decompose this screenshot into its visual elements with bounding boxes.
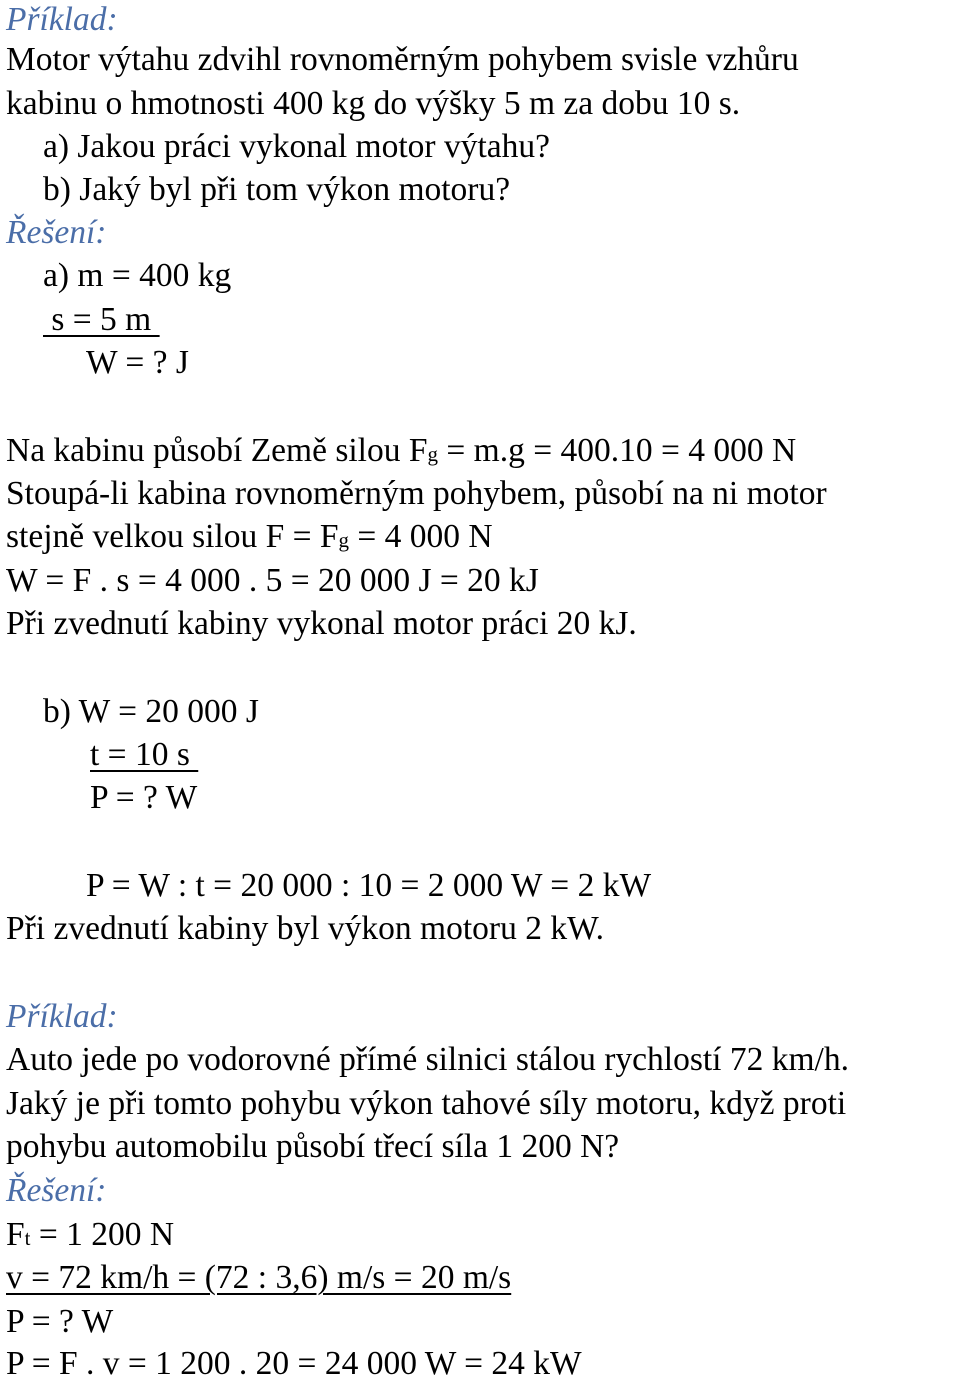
given-time: t = 10 s	[90, 736, 199, 773]
unknown-power: P = ? W	[90, 779, 198, 816]
answer-b: Při zvednutí kabiny byl výkon motoru 2 kW.	[6, 910, 604, 947]
example-1-heading: Příklad:	[6, 1, 118, 38]
given-work: b) W = 20 000 J	[43, 693, 259, 730]
example-2-solution-heading: Řešení:	[6, 1172, 107, 1209]
example-1-task-line-2: kabinu o hmotnosti 400 kg do výšky 5 m za dobu 10 s.	[6, 85, 741, 122]
example-1-task-line-1: Motor výtahu zdvihl rovnoměrným pohybem svisle vzhůru	[6, 41, 799, 78]
explain-line-1: Stoupá-li kabina rovnoměrným pohybem, působí na ni motor	[6, 475, 827, 512]
explain-line-2: stejně velkou silou F = Fg = 4 000 N	[6, 518, 493, 555]
work-formula: W = F . s = 4 000 . 5 = 20 000 J = 20 kJ	[6, 562, 539, 599]
velocity-conversion: v = 72 km/h = (72 : 3,6) m/s = 20 m/s	[6, 1259, 512, 1296]
given-mass: a) m = 400 kg	[43, 257, 232, 294]
power-formula-2: P = F . v = 1 200 . 20 = 24 000 W = 24 kW	[6, 1345, 582, 1382]
given-distance: s = 5 m	[43, 301, 160, 338]
unknown-power-2: P = ? W	[6, 1303, 114, 1340]
example-2-task-line-1: Auto jede po vodorovné přímé silnici stálou rychlostí 72 km/h.	[6, 1041, 849, 1078]
example-2-task-line-3: pohybu automobilu působí třecí síla 1 200 N?	[6, 1128, 620, 1165]
example-2-task-line-2: Jaký je při tomto pohybu výkon tahové síly motoru, když proti	[6, 1085, 847, 1122]
question-b: b) Jaký byl při tom výkon motoru?	[43, 171, 511, 208]
friction-force: Ft = 1 200 N	[6, 1216, 175, 1253]
example-2-heading: Příklad:	[6, 998, 118, 1035]
question-a: a) Jakou práci vykonal motor výtahu?	[43, 128, 550, 165]
power-formula: P = W : t = 20 000 : 10 = 2 000 W = 2 kW	[86, 867, 652, 904]
answer-a: Při zvednutí kabiny vykonal motor práci 20 kJ.	[6, 605, 637, 642]
unknown-work: W = ? J	[86, 344, 189, 381]
example-1-solution-heading: Řešení:	[6, 214, 107, 251]
gravity-force-line: Na kabinu působí Země silou Fg = m.g = 400.10 = 4 000 N	[6, 432, 797, 469]
